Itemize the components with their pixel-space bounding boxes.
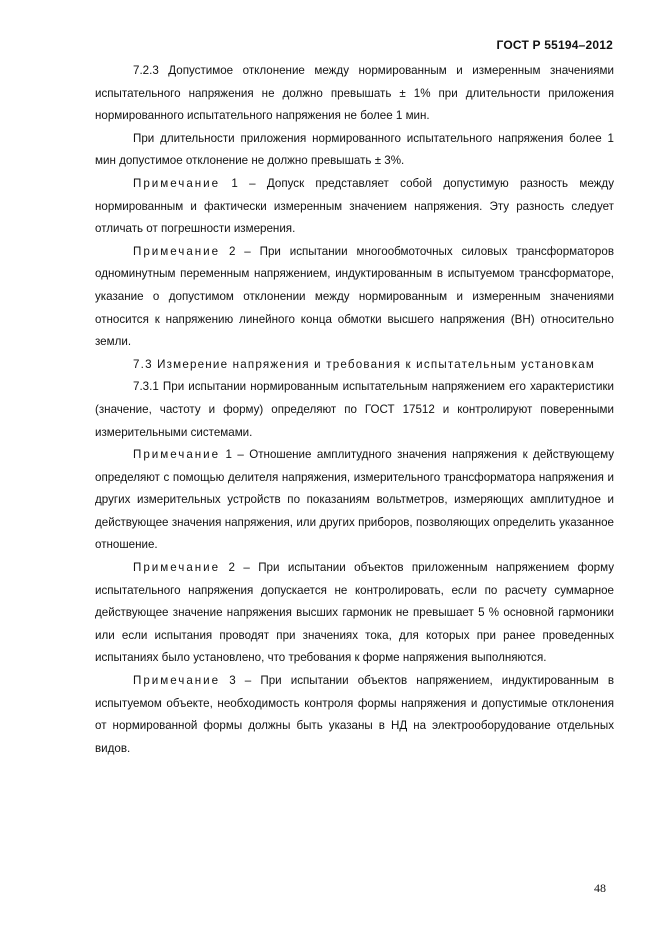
note-text: 3 – При испытании объектов напряжением, индуктированным в испытуемом объекте, необходимость контроля формы напряжения и допустимые отклонения от нормированной формы должны быть указаны в НД на электрооборудование отдельных видов.	[95, 674, 614, 755]
paragraph-text: 7.2.3 Допустимое отклонение между нормированным и измеренным значениями испытательного напряжения не должно превышать ± 1% при длительности приложения нормированного испытательного напряжения не более 1 мин.	[95, 64, 614, 123]
note-text: 2 – При испытании многообмоточных силовых трансформаторов одноминутным переменным напряжением, индуктированным в испытуемом трансформаторе, указание о допустимом отклонении между нормированным и измеренным значениями относится к напряжению линейного конца обмотки высшего напряжения (ВН) относительно земли.	[95, 244, 614, 349]
heading-text: 7.3 Измерение напряжения и требования к испытательным установкам	[133, 357, 596, 371]
section-heading-7-3	[95, 354, 614, 377]
note-label: Примечание	[133, 448, 221, 462]
note-label: Примечание	[133, 176, 221, 190]
document-code: ГОСТ Р 55194–2012	[496, 38, 613, 52]
paragraph-7-2-3	[95, 60, 614, 128]
document-body	[95, 60, 614, 760]
note-label: Примечание	[133, 561, 221, 575]
note-text: 1 – Отношение амплитудного значения напряжения к действующему определяют с помощью делителя напряжения, измерительного трансформатора напряжения и других измерительных устройств по показаниям вольтметров, измеряющих амплитудное и действующее значения напряжения, или других приборов, позволяющих определить указанное отношение.	[95, 448, 614, 552]
note-2-transformers	[95, 241, 614, 354]
note-text: 1 – Допуск представляет собой допустимую разность между нормированным и фактически измеренным значением напряжения. Эту разность следует отличать от погрешности измерения.	[95, 176, 614, 236]
note-1-amplitude	[95, 444, 614, 557]
paragraph-text: При длительности приложения нормированного испытательного напряжения более 1 мин допустимое отклонение не должно превышать ± 3%.	[95, 131, 614, 168]
note-text: 2 – При испытании объектов приложенным напряжением форму испытательного напряжения допускается не контролировать, если по расчету суммарное действующее значение напряжения высших гармоник не превышает 5 % основной гармоники или если испытания проводят при значениях тока, для которых при ранее проведенных испытаниях было установлено, что требования к форме напряжения выполняются.	[95, 561, 614, 665]
note-2-waveform	[95, 557, 614, 670]
paragraph-duration	[95, 128, 614, 173]
note-label: Примечание	[133, 674, 221, 688]
page-number: 48	[594, 881, 606, 895]
note-1-tolerance	[95, 173, 614, 241]
note-label: Примечание	[133, 244, 221, 258]
note-3-induced	[95, 670, 614, 760]
paragraph-7-3-1	[95, 376, 614, 444]
paragraph-text: 7.3.1 При испытании нормированным испытательным напряжением его характеристики (значение, частоту и форму) определяют по ГОСТ 17512 и контролируют поверенными измерительными системами.	[95, 380, 614, 439]
